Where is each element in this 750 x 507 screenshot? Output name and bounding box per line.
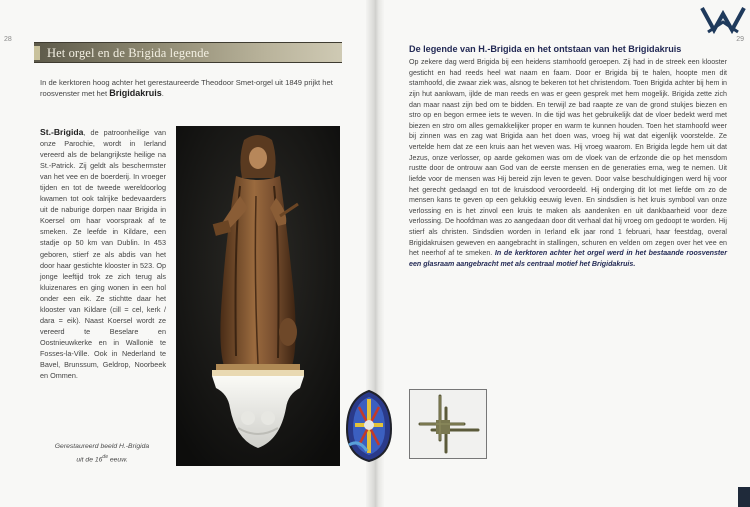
caption-line-1: Gerestaureerd beeld H.-Brigida bbox=[54, 443, 150, 450]
brigida-bio-column bbox=[40, 127, 166, 381]
caption-century: uit de 16 bbox=[76, 456, 103, 464]
intro-end: . bbox=[161, 89, 164, 99]
caption-sup: de bbox=[102, 454, 108, 460]
statue-image bbox=[176, 126, 340, 466]
intro-paragraph bbox=[40, 77, 340, 100]
legend-title: De legende van H.-Brigida en het ontstaan van het Brigidakruis bbox=[409, 44, 682, 54]
book-spread-logo-icon bbox=[700, 2, 746, 36]
brigid-cross-icon bbox=[410, 390, 486, 458]
intro-bold-term: Brigidakruis bbox=[109, 88, 162, 99]
corner-tab bbox=[738, 487, 750, 507]
left-page-number: 28 bbox=[4, 36, 12, 43]
caption-line-2 bbox=[42, 452, 162, 465]
caption-eeuw: eeuw. bbox=[107, 456, 128, 464]
stained-glass-window-icon bbox=[345, 389, 393, 463]
legend-text: Op zekere dag werd Brigida bij een heidens stamhoofd geroepen. Zij had in de streek een klooster gesticht en had reeds heel wat naam en faam. Door er Brigida bij te halen, hoopte men dit stamhoofd, die zwaar ziek was, alsnog te bekeren tot het christendom. Toen Brigida achter bij hem in zijn hut aankwam, ijlde de man reeds en was er geen gesprek met hem mogelijk. Brigida zette zich dan maar naast zijn bed om te bidden. En terwijl ze bad raapte ze van de grond stukjes biezen en stro op en begon ermee iets te weven. In die tijd was het gebruikelijk dat de vloer bedekt werd met biezen en stro om alles gemakkelijker proper en warm te kunnen houden. Toen het stamhoofd weer bij zinnen was en zag wat Brigida aan het doen was, vroeg hij wat dat eigenlijk voorstelde. Ze vertelde hem dat ze een kruis aan het weven was. Hij vroeg waarom. En Brigida legde hem uit dat Jezus, onze verlosser, op aarde gekomen was om de vloek van de erfzonde die op het mensdom rustte door de ontrouw aan God van de eerste mensen en de generaties erna, weg te nemen. Uit liefde voor de mensen was Hij bereid zijn leven te geven. Door valse beschuldigingen werd hij voor het gerecht gedaagd en tot de kruisdood veroordeeld. Hij onderging dit lot met liefde om zo de mensen kans te geven op een gelukkig eeuwig leven. En sindsdien is het kruis symbool van onze verlossing en is het zinvol een kruis te maken als aandenken en uit dankbaarheid voor deze verlossing. De hoofdman was zo aangedaan door dit verhaal dat hij vroeg om gedoopt te worden. Hij stierf als christen. Sindsdien worden in Ierland elk jaar rond 1 februari, haar feestdag, overal Brigidakruisen geweven en aangebracht in stallingen, schuren en velden om zegen over het vee en het neerhof af te smeken. bbox=[409, 58, 727, 258]
intro-text: In de kerktoren hoog achter het gerestaureerde Theodoor Smet-orgel uit 1849 prijkt het roosvenster met het bbox=[40, 78, 333, 99]
section-title: Het orgel en de Brigida legende bbox=[47, 46, 210, 60]
legend-emphasis: In de kerktoren achter het orgel werd in het bestaande roosvenster een glasraam aangebracht met als centraal motief het Brigidakruis. bbox=[409, 249, 727, 268]
bio-text: , de patroonheilige van onze Parochie, wordt in Ierland vereerd als de belangrijkste heilige na St.-Patrick. Zij geldt als beschermster van het vee en de boerderij. In vroeger tijden en tot de tweede wereldoorlog kwamen tot ook talrijke bedevaarders uit de naburige dorpen naar Brigida in Koersel om haar voorspraak af te smeken. Ze leefde in Kildare, een stadje op 50 km van Dublin. In 453 geboren, stierf ze als abdis van het door haar gestichte klooster in 523. Op jonge leeftijd trok ze zich terug als kluizenares en ging wonen in een hol onder een eik. Ze stichtte daar het klooster van Kildare (cill = cel, kerk / dara = eik). Naast Koersel wordt ze vereerd te Beselare en Oostnieuwkerke en in Wallonië te Fosses-la-Ville. Ook in Nederland te Bavel, Brunssum, Geldrop, Noorbeek en Ommen. bbox=[40, 128, 166, 381]
section-title-bar bbox=[34, 42, 342, 63]
brigid-cross-photo bbox=[409, 389, 487, 459]
right-page-number: 29 bbox=[736, 36, 744, 43]
legend-body bbox=[409, 57, 727, 270]
photo-caption bbox=[42, 441, 162, 465]
bio-bold-name: St.-Brigida bbox=[40, 127, 84, 137]
statue-photo bbox=[176, 126, 340, 466]
